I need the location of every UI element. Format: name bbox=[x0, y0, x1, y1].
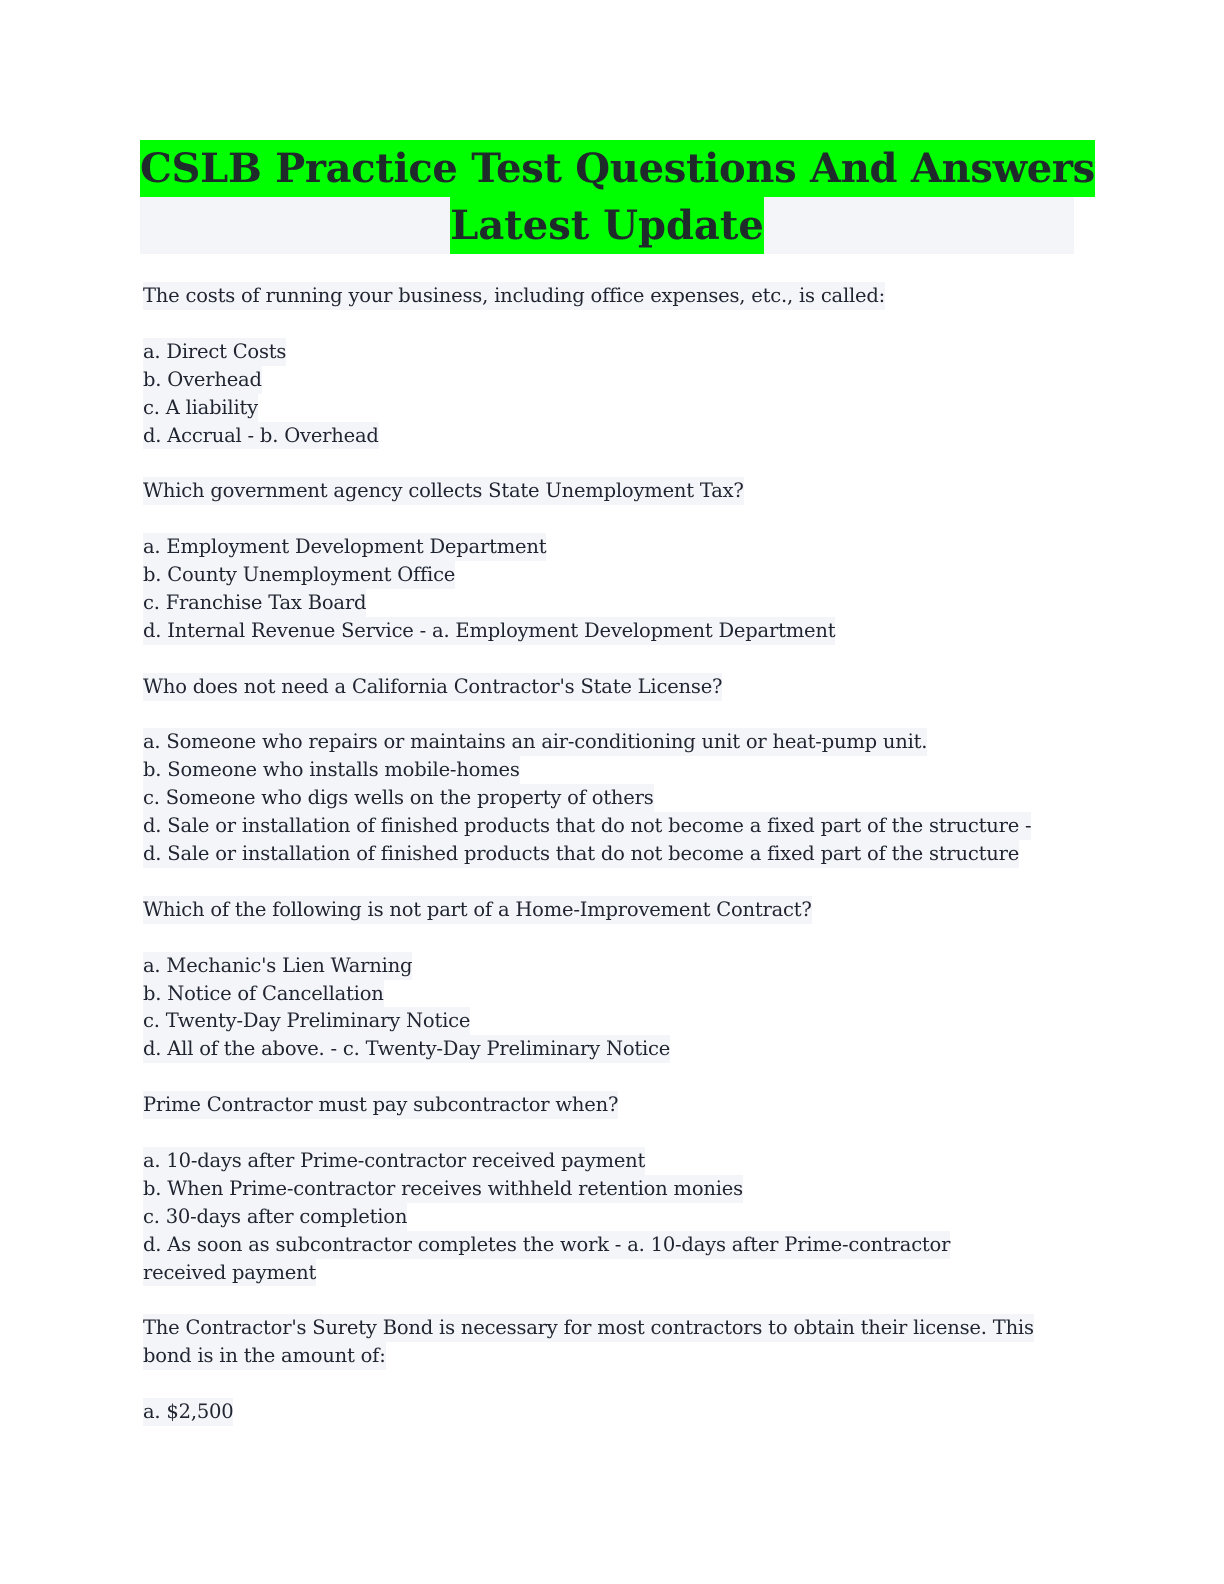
question-text: The Contractor's Surety Bond is necessary for most contractors to obtain their license. This bbox=[143, 1314, 1034, 1342]
answer-option: c. Franchise Tax Board bbox=[143, 589, 366, 617]
title-line-1: CSLB Practice Test Questions And Answers bbox=[140, 140, 1095, 197]
answer-option: received payment bbox=[143, 1259, 316, 1287]
answer-option: c. A liability bbox=[143, 394, 258, 422]
answer-option: c. 30-days after completion bbox=[143, 1203, 407, 1231]
answer-option: a. Employment Development Department bbox=[143, 533, 546, 561]
answer-option: d. As soon as subcontractor completes the work - a. 10-days after Prime-contractor bbox=[143, 1231, 950, 1259]
answer-option: a. 10-days after Prime-contractor received payment bbox=[143, 1147, 645, 1175]
document-title bbox=[140, 140, 1095, 254]
title-line-2: Latest Update bbox=[450, 197, 764, 254]
answer-option: d. Internal Revenue Service - a. Employment Development Department bbox=[143, 617, 835, 645]
answer-option: b. County Unemployment Office bbox=[143, 561, 455, 589]
answer-option: c. Twenty-Day Preliminary Notice bbox=[143, 1007, 470, 1035]
answer-option: a. Mechanic's Lien Warning bbox=[143, 952, 412, 980]
answer-option: d. Sale or installation of finished products that do not become a fixed part of the structure bbox=[143, 840, 1019, 868]
answer-option: c. Someone who digs wells on the property of others bbox=[143, 784, 654, 812]
question-text: Prime Contractor must pay subcontractor when? bbox=[143, 1091, 618, 1119]
question-text: bond is in the amount of: bbox=[143, 1342, 386, 1370]
answer-option: d. Sale or installation of finished products that do not become a fixed part of the structure - bbox=[143, 812, 1031, 840]
answer-option: d. Accrual - b. Overhead bbox=[143, 422, 379, 450]
answer-option: d. All of the above. - c. Twenty-Day Preliminary Notice bbox=[143, 1035, 670, 1063]
answer-option: a. Someone who repairs or maintains an air-conditioning unit or heat-pump unit. bbox=[143, 728, 927, 756]
answer-option: b. Notice of Cancellation bbox=[143, 980, 384, 1008]
question-list bbox=[143, 282, 1083, 1426]
answer-option: b. Someone who installs mobile-homes bbox=[143, 756, 520, 784]
answer-option: a. $2,500 bbox=[143, 1398, 233, 1426]
question-text: Which of the following is not part of a Home-Improvement Contract? bbox=[143, 896, 812, 924]
answer-option: a. Direct Costs bbox=[143, 338, 286, 366]
question-text: Who does not need a California Contractor's State License? bbox=[143, 673, 722, 701]
answer-option: b. When Prime-contractor receives withheld retention monies bbox=[143, 1175, 743, 1203]
question-text: Which government agency collects State Unemployment Tax? bbox=[143, 477, 744, 505]
answer-option: b. Overhead bbox=[143, 366, 262, 394]
question-text: The costs of running your business, including office expenses, etc., is called: bbox=[143, 282, 885, 310]
